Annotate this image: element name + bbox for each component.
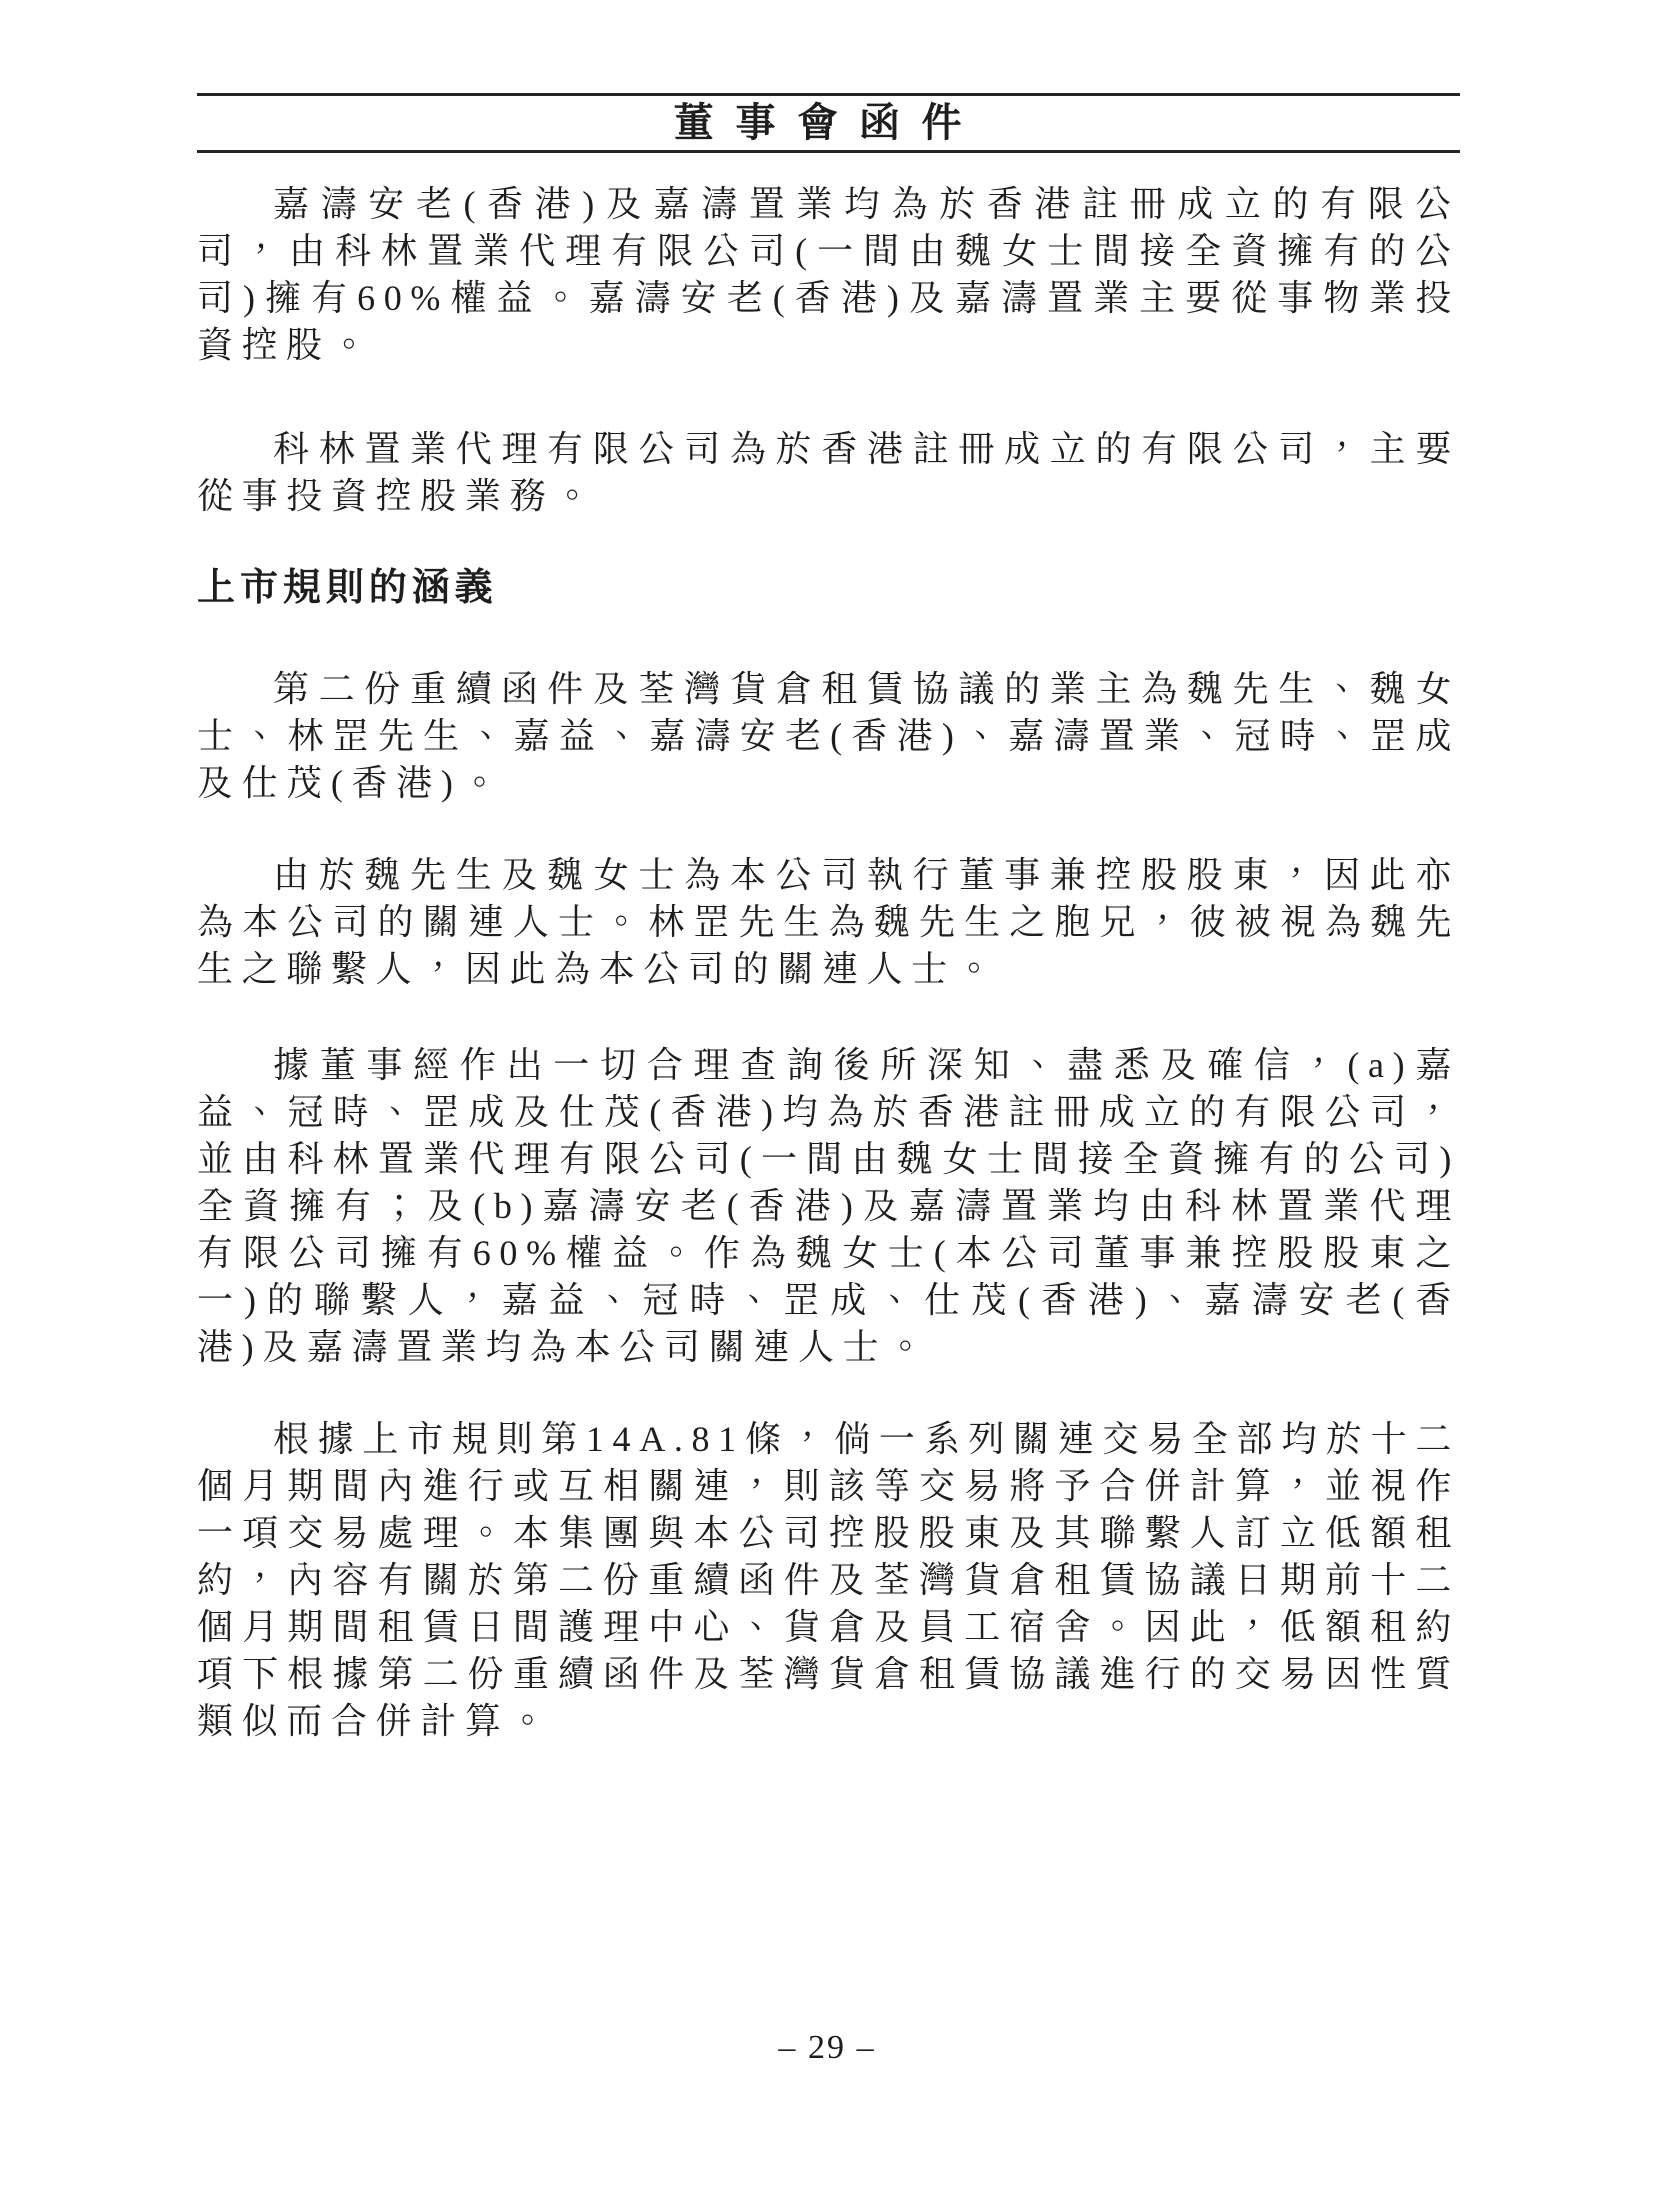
paragraph-directors-confirmation: 據董事經作出一切合理查詢後所深知、盡悉及確信，(a)嘉益、冠時、罡成及仕茂(香港)均為於香港註冊成立的有限公司，並由科林置業代理有限公司(一間由魏女士間接全資擁有的公司)全資擁有；及(b)嘉濤安老(香港)及嘉濤置業均由科林置業代理有限公司擁有60%權益。作為魏女士(本公司董事兼控股股東之一)的聯繫人，嘉益、冠時、罡成、仕茂(香港)、嘉濤安老(香港)及嘉濤置業均為本公司關連人士。 [197, 1045, 1460, 1367]
page-number: – 29 – [778, 2029, 876, 2066]
paragraph-rule-14a81-aggregation: 根據上市規則第14A.81條，倘一系列關連交易全部均於十二個月期間內進行或互相關連，則該等交易將予合併計算，並視作一項交易處理。本集團與本公司控股股東及其聯繫人訂立低額租約，內容有關於第二份重續函件及荃灣貨倉租賃協議日期前十二個月期間租賃日間護理中心、貨倉及員工宿舍。因此，低額租約項下根據第二份重續函件及荃灣貨倉租賃協議進行的交易因性質類似而合併計算。 [197, 1419, 1460, 1741]
paragraph-incorporation-kato: 嘉濤安老(香港)及嘉濤置業均為於香港註冊成立的有限公司，由科林置業代理有限公司(一間由魏女士間接全資擁有的公司)擁有60%權益。嘉濤安老(香港)及嘉濤置業主要從事物業投資控股。 [197, 184, 1460, 365]
page-title: 董事會函件 [673, 101, 984, 145]
section-heading-listing-rules-implications: 上市規則的涵義 [197, 567, 498, 609]
paragraph-landlords: 第二份重續函件及荃灣貨倉租賃協議的業主為魏先生、魏女士、林罡先生、嘉益、嘉濤安老(香港)、嘉濤置業、冠時、罡成及仕茂(香港)。 [197, 669, 1460, 803]
page-header [197, 93, 1460, 153]
page-body [197, 181, 1460, 1745]
paragraph-colin-properties: 科林置業代理有限公司為於香港註冊成立的有限公司，主要從事投資控股業務。 [197, 429, 1460, 516]
paragraph-connected-persons: 由於魏先生及魏女士為本公司執行董事兼控股股東，因此亦為本公司的關連人士。林罡先生為魏先生之胞兄，彼被視為魏先生之聯繫人，因此為本公司的關連人士。 [197, 855, 1460, 989]
